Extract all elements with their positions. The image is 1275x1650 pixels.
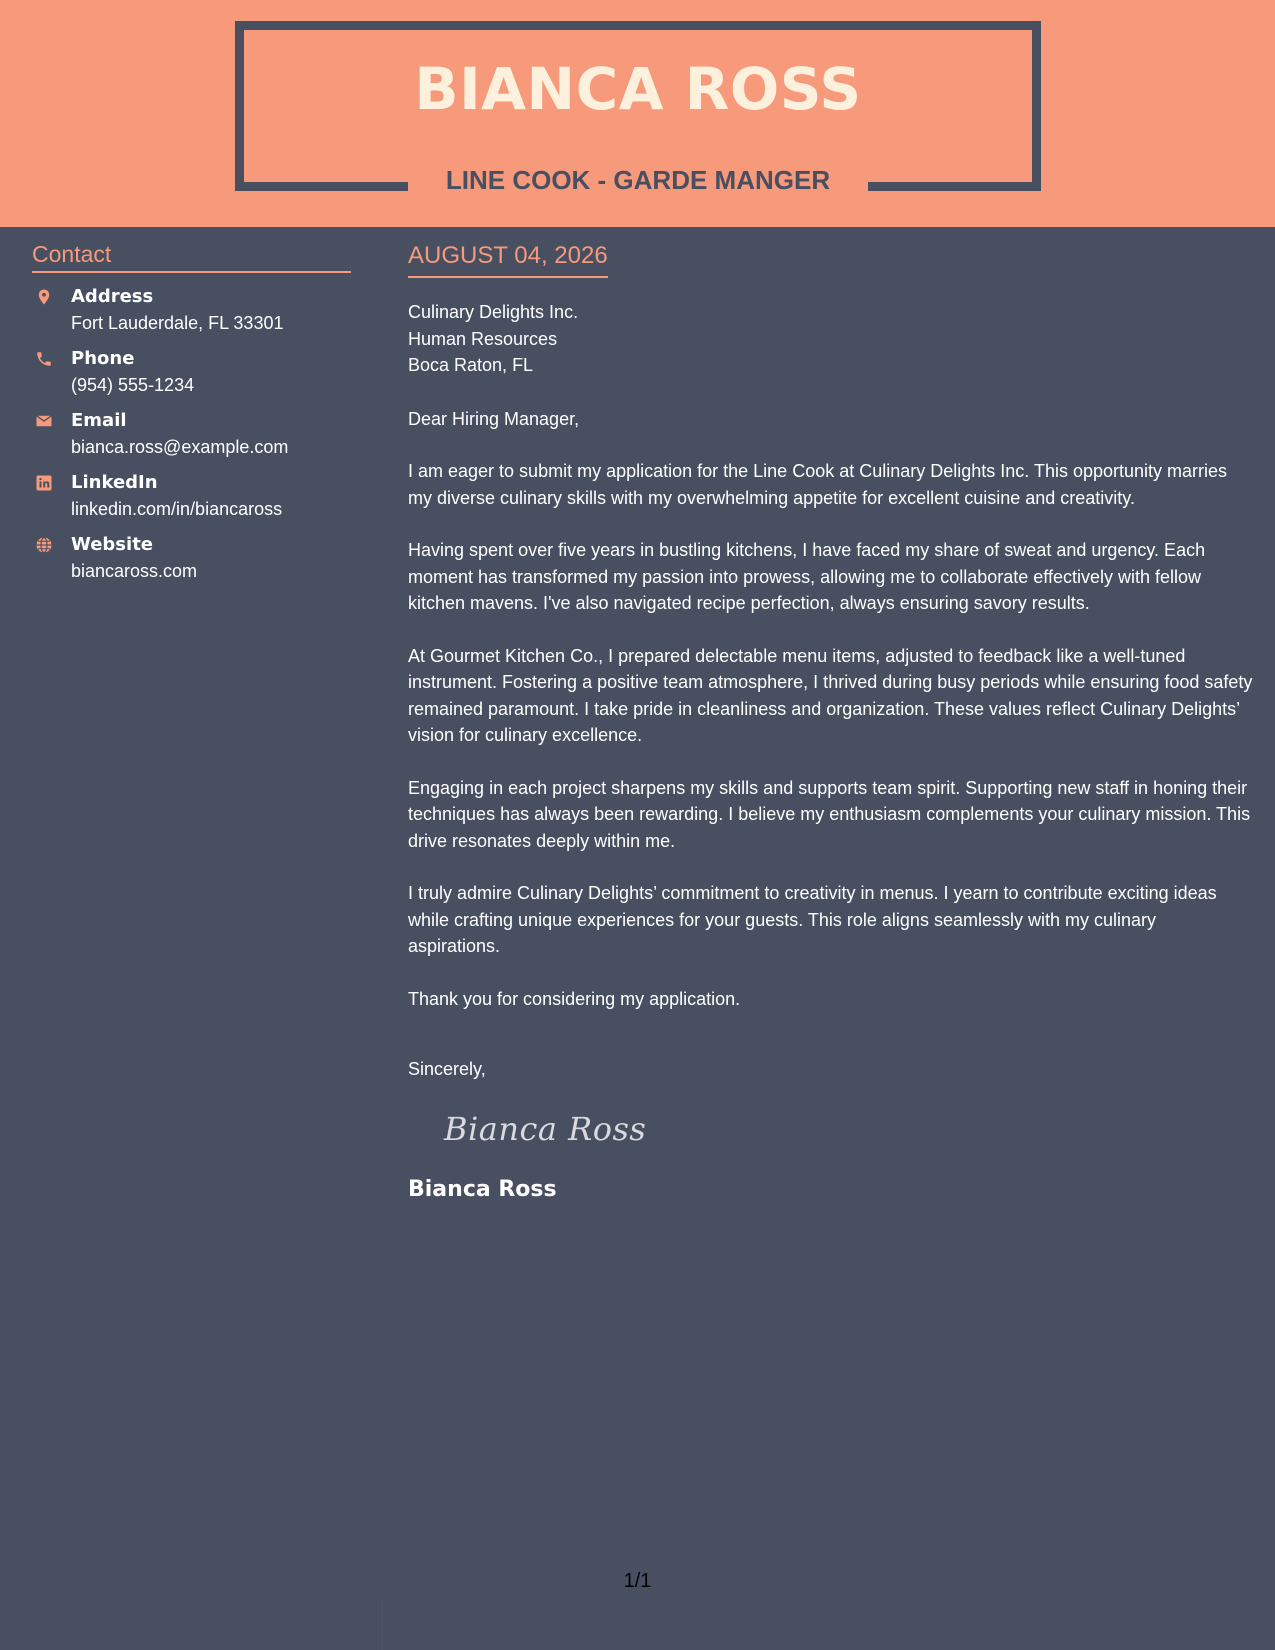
job-title: LINE COOK - GARDE MANGER [445, 165, 831, 195]
contact-address-value: Fort Lauderdale, FL 33301 [71, 313, 284, 333]
recipient-department: Human Resources [408, 328, 558, 349]
letter-body [408, 244, 1253, 1201]
contact-address [32, 284, 351, 336]
recipient-location: Boca Raton, FL [408, 355, 534, 375]
contact-sidebar [32, 243, 351, 594]
contact-list [32, 284, 351, 584]
recipient-block [408, 299, 1253, 379]
contact-linkedin [32, 470, 351, 522]
contact-email-label: Email [71, 410, 127, 431]
phone-icon [35, 350, 53, 368]
letter-date: AUGUST 04, 2026 [408, 244, 608, 278]
globe-icon [35, 536, 53, 554]
column-divider [382, 1600, 383, 1650]
contact-heading: Contact [32, 243, 351, 273]
contact-address-label: Address [71, 286, 154, 307]
closing: Sincerely, [408, 1059, 486, 1079]
header-banner [0, 0, 1275, 227]
recipient-company: Culinary Delights Inc. [408, 302, 579, 322]
contact-website [32, 532, 351, 584]
salutation: Dear Hiring Manager, [408, 408, 580, 429]
contact-linkedin-value[interactable]: linkedin.com/in/biancaross [71, 499, 283, 519]
envelope-icon [35, 412, 53, 430]
contact-website-value[interactable]: biancaross.com [71, 561, 198, 581]
contact-website-label: Website [71, 534, 154, 555]
letter-paragraph: I am eager to submit my application for the Line Cook at Culinary Delights Inc. This opportunity marries my diverse culinary skills with my overwhelming appetite for excellent cuisine and creativity. [408, 461, 1228, 508]
contact-phone-label: Phone [71, 348, 135, 369]
applicant-name: BIANCA ROSS [414, 55, 862, 123]
letter-paragraph: Engaging in each project sharpens my skills and supports team spirit. Supporting new staff in honing their techniques has always been rewarding. I believe my enthusiasm complements your culinary mission. This drive resonates deeply within me. [408, 777, 1251, 851]
map-pin-icon [35, 288, 53, 306]
contact-email [32, 408, 351, 460]
letter-paragraph: I truly admire Culinary Delights’ commitment to creativity in menus. I yearn to contribute exciting ideas while crafting unique experiences for your guests. This role aligns seamlessly with my culinary aspirations. [408, 883, 1217, 956]
letter-paragraph: Having spent over five years in bustling kitchens, I have faced my share of sweat and urgency. Each moment has transformed my passion into prowess, allowing me to collaborate effectively with fellow kitchen mavens. I've also navigated recipe perfection, always ensuring savory results. [408, 540, 1206, 613]
signer-name: Bianca Ross [408, 1176, 557, 1202]
letter-paragraph: At Gourmet Kitchen Co., I prepared delectable menu items, adjusted to feedback like a well-tuned instrument. Fostering a positive team atmosphere, I thrived during busy periods while ensuring food safety remained paramount. I take pride in cleanliness and organization. These values reflect Culinary Delights’ vision for culinary excellence. [408, 645, 1253, 745]
contact-email-value[interactable]: bianca.ross@example.com [71, 437, 289, 457]
handwritten-signature: Bianca Ross [444, 1109, 647, 1148]
contact-phone-value[interactable]: (954) 555-1234 [71, 375, 195, 395]
linkedin-icon [35, 474, 53, 492]
contact-linkedin-label: LinkedIn [71, 472, 158, 493]
contact-phone [32, 346, 351, 398]
page-number: 1/1 [623, 1570, 652, 1592]
letter-paragraph: Thank you for considering my application. [408, 988, 741, 1009]
